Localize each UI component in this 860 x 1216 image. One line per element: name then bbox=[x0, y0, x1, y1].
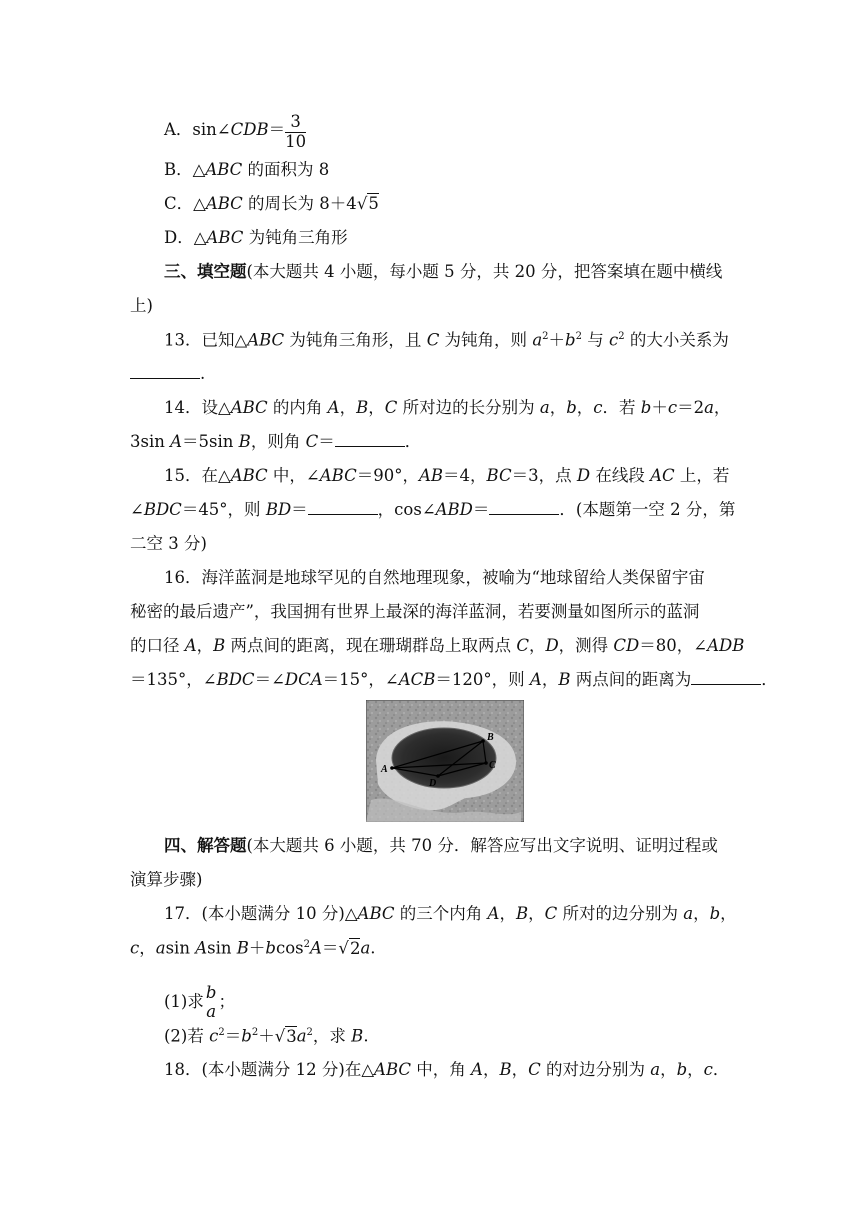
fraction-denominator: 10 bbox=[285, 131, 307, 151]
q17-var: c bbox=[130, 938, 140, 958]
q14-var: a bbox=[704, 398, 714, 417]
q16-text: ， bbox=[528, 636, 546, 655]
fraction-numerator: b bbox=[205, 983, 217, 1002]
question-16 bbox=[164, 570, 730, 587]
q15-text: 在线段 bbox=[590, 466, 651, 485]
q17-text: ， bbox=[139, 938, 156, 958]
q15-text: 15．在△ bbox=[164, 466, 231, 485]
option-a-eq: ＝ bbox=[268, 119, 286, 139]
q14-text: ， bbox=[368, 398, 385, 417]
option-c-sqrt: 5 bbox=[368, 194, 379, 213]
q16-line4 bbox=[130, 670, 778, 689]
point-c-label: C bbox=[489, 760, 496, 771]
q16-line3 bbox=[130, 636, 745, 655]
section3-desc-line2 bbox=[130, 298, 730, 315]
q16-text: ， bbox=[196, 636, 214, 655]
q13-text: ＋ bbox=[548, 330, 566, 350]
q15-line3 bbox=[130, 536, 730, 553]
q16-var: ADB bbox=[707, 636, 745, 655]
q18-text: ． bbox=[712, 1060, 730, 1079]
q13-sup: 2 bbox=[542, 331, 549, 342]
q13-text: 的大小关系为 bbox=[624, 330, 729, 350]
q18-var: c bbox=[703, 1060, 713, 1079]
q18-var: A bbox=[471, 1060, 483, 1079]
q14-text: ， bbox=[576, 398, 594, 417]
q17-part2: (2)若 $c^2=b^2+√3a^2$，求 B. bbox=[164, 1026, 369, 1046]
q14-var: A bbox=[327, 398, 340, 417]
answer-blank[interactable] bbox=[130, 377, 200, 379]
q18-text: 18．(本小题满分 12 分)在△ bbox=[164, 1060, 375, 1079]
q14-end: ． bbox=[404, 432, 422, 451]
q13-var: c bbox=[608, 330, 619, 350]
q14-text: ．若 bbox=[602, 398, 641, 417]
q18-text: 的对边分别为 bbox=[540, 1060, 651, 1079]
q17-sup: 2 bbox=[306, 1027, 313, 1038]
q17-text: ， bbox=[693, 904, 710, 923]
section4-desc-2: 演算步骤) bbox=[130, 870, 203, 889]
q15-text: ，cos∠ bbox=[377, 500, 436, 519]
q17-sup: 2 bbox=[218, 1027, 225, 1038]
section4-desc-1: (本大题共 6 小题，共 70 分．解答应写出文字说明、证明过程或 bbox=[246, 836, 718, 855]
q15-text: 上，若 bbox=[674, 466, 730, 485]
q17-var: B bbox=[515, 904, 529, 923]
section3-title: 三、填空题 bbox=[164, 262, 247, 281]
q14-text: ，则角 bbox=[250, 432, 306, 451]
section4-heading bbox=[164, 838, 730, 855]
question-13 bbox=[164, 332, 764, 349]
answer-blank[interactable] bbox=[308, 513, 378, 515]
q13-text: 为钝角三角形，且 bbox=[284, 330, 427, 350]
q16-text: ，测得 bbox=[558, 636, 614, 655]
option-a-var: CDB bbox=[230, 119, 269, 139]
q13-end: . bbox=[200, 364, 206, 383]
option-d bbox=[164, 230, 764, 247]
q14-text: ＝2 bbox=[677, 398, 705, 417]
q16-var: C bbox=[516, 636, 529, 655]
q17-text: ＋ bbox=[248, 938, 266, 958]
q16-var: D bbox=[545, 636, 559, 655]
option-b-var: ABC bbox=[205, 160, 243, 179]
q15-var: ABC bbox=[319, 466, 357, 485]
q17-part1 bbox=[164, 984, 764, 1022]
q14-text: 14．设△ bbox=[164, 398, 231, 417]
q15-var: ABC bbox=[230, 466, 268, 485]
q17-text: sin bbox=[165, 938, 196, 958]
q16-text: 秘密的最后遗产”，我国拥有世界上最深的海洋蓝洞，若要测量如图所示的蓝洞 bbox=[130, 602, 700, 621]
q16-line2 bbox=[130, 604, 730, 621]
q15-var: D bbox=[576, 466, 591, 485]
q14-text: ， bbox=[713, 398, 731, 417]
point-b-label: B bbox=[487, 732, 494, 743]
q13-number: 13． bbox=[164, 330, 202, 350]
option-a bbox=[164, 113, 764, 152]
q17-var: B bbox=[236, 938, 249, 958]
q16-end: ． bbox=[761, 670, 778, 689]
q15-var: AB bbox=[418, 466, 444, 485]
q18-text: ， bbox=[482, 1060, 500, 1079]
q16-text: ＝80，∠ bbox=[639, 636, 708, 655]
blue-hole-photo bbox=[366, 700, 524, 822]
q18-text: ， bbox=[660, 1060, 677, 1079]
q14-var: c bbox=[593, 398, 603, 417]
q18-text: ， bbox=[687, 1060, 704, 1079]
q14-var: b bbox=[640, 398, 652, 417]
q17-end: . bbox=[370, 938, 376, 958]
q17-text: ， bbox=[528, 904, 545, 923]
q18-text: ， bbox=[511, 1060, 529, 1079]
q16-text: ＝∠ bbox=[254, 670, 285, 689]
q14-var: c bbox=[667, 398, 678, 417]
q16-var: A bbox=[529, 670, 542, 689]
q17-text: ，求 bbox=[312, 1026, 352, 1046]
q15-var: BD bbox=[265, 500, 292, 519]
q14-var: C bbox=[305, 432, 319, 451]
q13-answer-line bbox=[130, 366, 730, 383]
q13-var: b bbox=[565, 330, 576, 350]
q18-var: b bbox=[676, 1060, 688, 1079]
q16-var: ACB bbox=[398, 670, 436, 689]
q17-part1-prefix: (1)求 bbox=[164, 991, 204, 1011]
q14-var: b bbox=[566, 398, 577, 417]
q17-sup: 2 bbox=[303, 939, 310, 950]
q14-var: B bbox=[356, 398, 369, 417]
q14-line2 bbox=[130, 434, 730, 451]
point-d-label: D bbox=[429, 778, 437, 789]
option-a-prefix: A．sin∠ bbox=[164, 119, 231, 139]
q16-var: B bbox=[558, 670, 571, 689]
q16-text: ＝120°，则 bbox=[435, 670, 530, 689]
q13-text: 与 bbox=[581, 330, 609, 350]
fraction-denominator: a bbox=[206, 1001, 217, 1021]
q14-var: a bbox=[539, 398, 550, 417]
question-15 bbox=[164, 468, 730, 485]
q18-var: B bbox=[499, 1060, 512, 1079]
q13-sup: 2 bbox=[618, 331, 625, 342]
q14-var: ABC bbox=[230, 398, 268, 417]
option-d-var: ABC bbox=[206, 228, 244, 247]
q17-var: c bbox=[209, 1026, 219, 1046]
q17-var: b bbox=[241, 1026, 252, 1046]
q15-text: ＝3，点 bbox=[511, 466, 577, 485]
q17-fraction bbox=[204, 984, 219, 1022]
answer-blank[interactable] bbox=[335, 445, 405, 447]
q17-var: A bbox=[310, 938, 322, 958]
q15-text: ＝45°，则 bbox=[181, 500, 266, 519]
q15-var: BC bbox=[486, 466, 512, 485]
q15-line2 bbox=[130, 500, 736, 519]
q14-text: 所对边的长分别为 bbox=[397, 398, 540, 417]
q17-part1-end: ； bbox=[218, 991, 235, 1011]
q15-text: 二空 3 分) bbox=[130, 534, 207, 553]
q14-var: B bbox=[238, 432, 251, 451]
option-d-text: 为钝角三角形 bbox=[243, 228, 348, 247]
q15-text: 中，∠ bbox=[267, 466, 320, 485]
q14-var: A bbox=[170, 432, 183, 451]
q17-text: ＝ bbox=[224, 1026, 242, 1046]
q17-var: B bbox=[351, 1026, 364, 1046]
option-c: C．△ABC 的周长为 8＋4√5 bbox=[164, 194, 379, 213]
q16-text: ＝135°，∠ bbox=[130, 670, 217, 689]
q17-var: A bbox=[195, 938, 208, 958]
q16-var: A bbox=[184, 636, 197, 655]
option-c-var: ABC bbox=[205, 194, 243, 213]
q15-text: ＝ bbox=[291, 500, 308, 519]
point-a-label: A bbox=[381, 764, 388, 775]
q14-text: ， bbox=[549, 398, 567, 417]
question-18 bbox=[164, 1062, 730, 1079]
q16-text: 两点间的距离，现在珊瑚群岛上取两点 bbox=[225, 636, 517, 655]
q17-var: a bbox=[155, 938, 166, 958]
q17-sup: 2 bbox=[251, 1027, 259, 1038]
q15-var: AC bbox=[650, 466, 675, 485]
q17-text: ， bbox=[499, 904, 516, 923]
q15-var: BDC bbox=[143, 500, 182, 519]
q16-text: ， bbox=[541, 670, 559, 689]
option-b bbox=[164, 162, 764, 179]
q17-var: A bbox=[487, 904, 500, 923]
q16-var: BDC bbox=[216, 670, 255, 689]
question-17 bbox=[164, 904, 737, 923]
q14-text: ＝ bbox=[318, 432, 335, 451]
section3-heading bbox=[164, 264, 730, 281]
q14-text: ， bbox=[339, 398, 357, 417]
q15-text: ＝ bbox=[472, 500, 490, 519]
q18-var: ABC bbox=[374, 1060, 412, 1079]
q18-var: C bbox=[528, 1060, 541, 1079]
q16-var: DCA bbox=[284, 670, 323, 689]
q15-text: ＝4， bbox=[443, 466, 487, 485]
q13-text: 为钝角，则 bbox=[439, 330, 533, 350]
q17-var: a bbox=[296, 1026, 307, 1046]
q17-var: b bbox=[709, 904, 721, 923]
q16-text: ＝15°，∠ bbox=[322, 670, 399, 689]
section3-desc-2: 上) bbox=[130, 296, 153, 315]
q15-text: ＝90°， bbox=[356, 466, 419, 485]
q16-text: 两点间的距离为 bbox=[570, 670, 692, 689]
q17-text: 所对的边分别为 bbox=[557, 904, 684, 923]
question-14 bbox=[164, 400, 730, 417]
section3-desc-1: (本大题共 4 小题，每小题 5 分，共 20 分，把答案填在题中横线 bbox=[246, 262, 723, 281]
q17-text: cos bbox=[275, 938, 304, 958]
q17-text: 17．(本小题满分 10 分)△ bbox=[164, 904, 358, 923]
option-c-text: 的周长为 8＋4 bbox=[242, 194, 357, 213]
q16-text: 16．海洋蓝洞是地球罕见的自然地理现象，被喻为“地球留给人类保留宇宙 bbox=[164, 568, 705, 587]
q17-sqrt: 2 bbox=[349, 938, 361, 958]
option-c-prefix: C．△ bbox=[164, 194, 206, 213]
q16-text: 的口径 bbox=[130, 636, 185, 655]
option-b-prefix: B．△ bbox=[164, 160, 206, 179]
q17-var: a bbox=[360, 938, 371, 958]
option-a-fraction bbox=[285, 113, 306, 152]
q16-var: B bbox=[213, 636, 226, 655]
q17-var: ABC bbox=[357, 904, 395, 923]
q13-var: ABC bbox=[247, 330, 285, 350]
q17-text: ＋ bbox=[258, 1026, 275, 1046]
q17-text: ＝ bbox=[321, 938, 339, 958]
q18-var: a bbox=[650, 1060, 661, 1079]
q13-sup: 2 bbox=[575, 331, 582, 342]
q17-var: a bbox=[683, 904, 694, 923]
q17-text: 的三个内角 bbox=[394, 904, 488, 923]
q13-var: C bbox=[426, 330, 440, 350]
q14-text: ＝5sin bbox=[182, 432, 239, 451]
q18-text: 中，角 bbox=[411, 1060, 472, 1079]
q16-var: CD bbox=[613, 636, 640, 655]
q17-text: sin bbox=[207, 938, 237, 958]
q17-var: C bbox=[544, 904, 558, 923]
q15-text: ∠ bbox=[130, 500, 144, 519]
q17-text: ， bbox=[720, 904, 737, 923]
q17-var: b bbox=[265, 938, 276, 958]
q17-line2: c，asin Asin B＋bcos$^2$A＝√2a. bbox=[130, 938, 376, 958]
section4-title: 四、解答题 bbox=[164, 836, 247, 855]
section4-desc-line2 bbox=[130, 872, 730, 889]
q15-text: ．(本题第一空 2 分，第 bbox=[559, 500, 736, 519]
q15-var: ABD bbox=[435, 500, 473, 519]
q13-text: 已知△ bbox=[201, 330, 248, 350]
q17-text: (2)若 bbox=[164, 1026, 210, 1046]
q17-sqrt: 3 bbox=[286, 1026, 297, 1046]
q14-text: ＋ bbox=[651, 398, 668, 417]
blue-hole-figure bbox=[366, 700, 524, 822]
answer-blank[interactable] bbox=[489, 513, 559, 515]
answer-blank[interactable] bbox=[691, 683, 761, 685]
q14-text: 的内角 bbox=[267, 398, 328, 417]
option-d-prefix: D．△ bbox=[164, 228, 207, 247]
q14-text: 3sin bbox=[130, 432, 171, 451]
fraction-numerator: 3 bbox=[285, 113, 306, 133]
q14-var: C bbox=[384, 398, 398, 417]
q13-var: a bbox=[532, 330, 543, 350]
option-b-text: 的面积为 8 bbox=[242, 160, 330, 179]
q17-end: . bbox=[363, 1026, 369, 1046]
